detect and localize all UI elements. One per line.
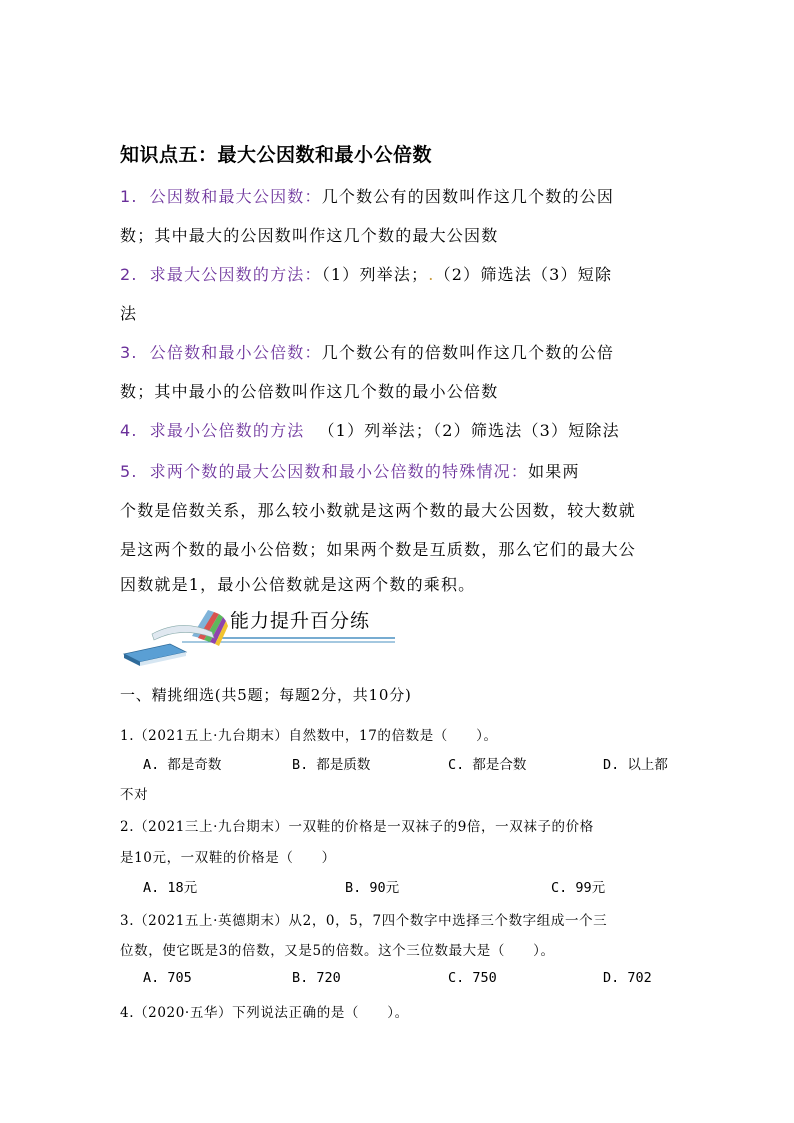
- question-1-option-b[interactable]: B. 都是质数: [292, 757, 371, 773]
- question-1-option-d[interactable]: D. 以上都: [603, 757, 668, 773]
- question-1-option-a[interactable]: A. 都是奇数: [143, 757, 222, 773]
- question-2-option-a[interactable]: A. 18元: [143, 880, 198, 896]
- knowledge-item-5-line2: 个数是倍数关系，那么较小数就是这两个数的最大公因数，较大数就: [120, 501, 637, 520]
- question-3-option-c[interactable]: C. 750: [448, 970, 497, 986]
- knowledge-item-5-line3: 是这两个数的最小公倍数；如果两个数是互质数，那么它们的最大公: [120, 540, 637, 559]
- knowledge-item-1-line1: 1. 公因数和最大公因数：几个数公有的因数叫作这几个数的公因: [120, 187, 615, 206]
- banner-title: 能力提升百分练: [230, 610, 371, 632]
- question-3-stem-cont: 位数，使它既是3的倍数，又是5的倍数。这个三位数最大是（ ）。: [120, 943, 555, 959]
- question-1-stem: 1.（2021五上·九台期末）自然数中，17的倍数是（ ）。: [120, 728, 498, 744]
- knowledge-item-1-line2: 数；其中最大的公因数叫作这几个数的最大公因数: [120, 226, 499, 245]
- knowledge-item-2-line1: 2. 求最大公因数的方法：（1）列举法；.（2）筛选法（3）短除: [120, 265, 613, 284]
- question-2-stem-cont: 是10元，一双鞋的价格是（ ）: [120, 850, 336, 866]
- knowledge-item-5-line1: 5. 求两个数的最大公因数和最小公倍数的特殊情况：如果两: [120, 462, 580, 481]
- question-2-stem: 2.（2021三上·九台期末）一双鞋的价格是一双袜子的9倍，一双袜子的价格: [120, 819, 594, 835]
- knowledge-item-3-line1: 3. 公倍数和最小公倍数：几个数公有的倍数叫作这几个数的公倍: [120, 343, 615, 362]
- knowledge-item-4-line1: 4. 求最小公倍数的方法 （1）列举法；（2）筛选法（3）短除法: [120, 421, 620, 440]
- question-2-option-b[interactable]: B. 90元: [345, 880, 400, 896]
- question-3-option-d[interactable]: D. 702: [603, 970, 652, 986]
- knowledge-title: 知识点五：最大公因数和最小公倍数: [120, 144, 433, 166]
- question-3-option-a[interactable]: A. 705: [143, 970, 192, 986]
- knowledge-item-3-line2: 数；其中最小的公倍数叫作这几个数的最小公倍数: [120, 382, 499, 401]
- question-1-option-c[interactable]: C. 都是合数: [448, 757, 527, 773]
- question-3-option-b[interactable]: B. 720: [292, 970, 341, 986]
- knowledge-item-2-line2: 法: [120, 304, 138, 323]
- section-title: 一、精挑细选(共5题；每题2分，共10分): [120, 686, 412, 704]
- knowledge-item-5-line4: 因数就是1，最小公倍数就是这两个数的乘积。: [120, 575, 476, 594]
- question-1-option-d-cont: 不对: [120, 787, 149, 803]
- question-2-option-c[interactable]: C. 99元: [551, 880, 606, 896]
- question-4-stem: 4.（2020·五华）下列说法正确的是（ ）。: [120, 1005, 409, 1021]
- question-3-stem: 3.（2021五上·英德期末）从2，0，5，7四个数字中选择三个数字组成一个三: [120, 913, 608, 929]
